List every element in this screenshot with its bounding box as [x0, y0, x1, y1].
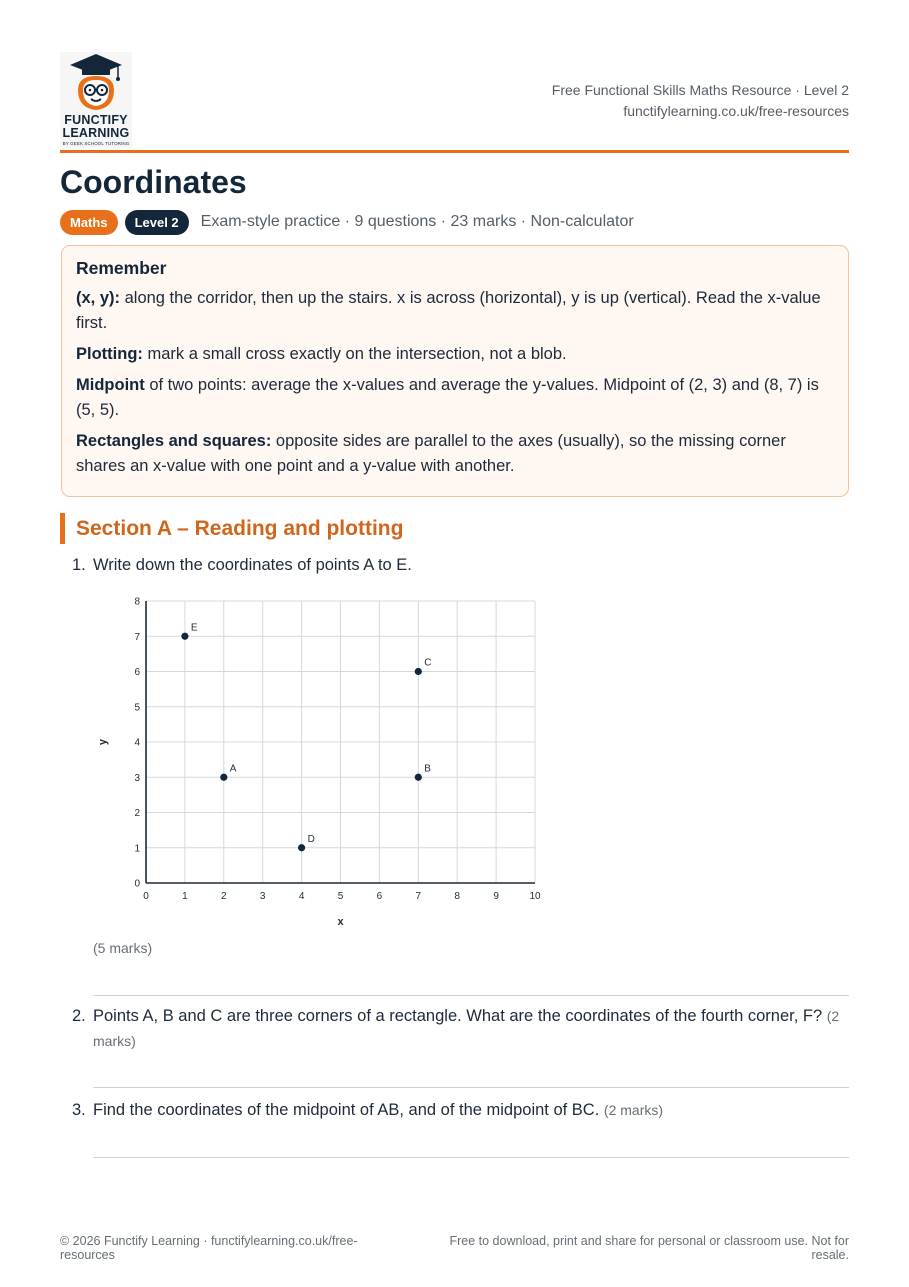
- page-title: Coordinates: [60, 164, 247, 200]
- y-tick-label: 1: [134, 843, 140, 855]
- footer-copyright: © 2026 Functify Learning · functifylearning.co.uk/free-resources: [60, 1234, 358, 1262]
- point-label: B: [424, 763, 431, 775]
- y-tick-label: 8: [134, 596, 140, 608]
- tag-row: [60, 209, 634, 235]
- x-tick-label: 2: [221, 891, 227, 902]
- question-marks: (2 marks): [603, 1102, 664, 1118]
- y-tick-label: 6: [134, 667, 140, 678]
- y-tick-label: 0: [134, 878, 140, 890]
- point-label: D: [307, 833, 315, 845]
- x-tick-label: 7: [415, 891, 422, 902]
- x-tick-label: 0: [143, 891, 149, 902]
- x-tick-label: 6: [376, 891, 383, 902]
- remember-item: Midpoint of two points: average the x-values and average the y-values. Midpoint of (2, 3) and (8, 7) is (5, 5).: [76, 376, 819, 419]
- remember-item: (x, y): along the corridor, then up the stairs. x is across (horizontal), y is up (vertical). Read the x-value first.: [76, 289, 821, 332]
- y-tick-label: 5: [134, 702, 140, 714]
- remember-box: [61, 245, 849, 497]
- header-info: [552, 80, 849, 122]
- y-tick-label: 4: [134, 737, 140, 749]
- x-tick-label: 9: [493, 891, 499, 902]
- coordinate-grid-chart: [93, 590, 553, 935]
- data-point: [220, 774, 227, 781]
- point-label: A: [229, 763, 237, 775]
- x-axis-label: x: [337, 916, 344, 928]
- y-tick-label: 2: [134, 808, 140, 819]
- resource-url[interactable]: functifylearning.co.uk/free-resources: [623, 103, 849, 119]
- logo-wordmark: FUNCTIFY LEARNING: [62, 113, 130, 140]
- answer-line[interactable]: [93, 1087, 849, 1088]
- remember-heading: Remember: [76, 258, 167, 278]
- section-a-heading: Section A – Reading and plotting: [60, 513, 403, 544]
- worksheet-meta: Exam-style practice · 9 questions · 23 marks · Non-calculator: [200, 213, 634, 230]
- question-text: Find the coordinates of the midpoint of AB, and of the midpoint of BC.: [93, 1101, 600, 1119]
- logo-tagline: BY GEEK SCHOOL TUTORING: [62, 141, 130, 146]
- x-tick-label: 5: [337, 891, 344, 902]
- question-text: Write down the coordinates of points A to E.: [93, 556, 412, 574]
- question-2: 2. Points A, B and C are three corners of a rectangle. What are the coordinates of the fourth corner, F? (2 marks): [72, 1007, 840, 1049]
- x-tick-label: 1: [182, 891, 188, 902]
- y-tick-label: 3: [134, 772, 140, 784]
- answer-line[interactable]: [93, 995, 849, 996]
- remember-item: Rectangles and squares: opposite sides are parallel to the axes (usually), so the missing corner shares an x-value with one point and a y-value with another.: [76, 432, 786, 475]
- footer-license: Free to download, print and share for personal or classroom use. Not for resale.: [449, 1234, 849, 1262]
- level-badge: Level 2: [125, 210, 189, 235]
- remember-item: Plotting: mark a small cross exactly on the intersection, not a blob.: [76, 345, 567, 363]
- x-tick-label: 8: [454, 891, 460, 902]
- header-divider: [60, 150, 849, 153]
- y-axis-label: y: [97, 738, 109, 746]
- resource-label: Free Functional Skills Maths Resource · Level 2: [551, 82, 849, 98]
- question-marks: (2 marks): [93, 1008, 840, 1049]
- y-tick-label: 7: [134, 631, 140, 643]
- question-1: 1. Write down the coordinates of points A to E.: [72, 556, 412, 574]
- data-point: [298, 844, 305, 851]
- data-point: [415, 774, 422, 781]
- data-point: [415, 668, 422, 675]
- x-tick-label: 10: [529, 891, 541, 902]
- point-label: C: [424, 657, 432, 669]
- x-tick-label: 3: [259, 891, 266, 902]
- question-3: 3. Find the coordinates of the midpoint of AB, and of the midpoint of BC. (2 marks): [72, 1101, 664, 1119]
- subject-badge: Maths: [60, 210, 118, 235]
- question-1-marks: (5 marks): [93, 940, 153, 956]
- point-label: E: [190, 622, 198, 634]
- x-tick-label: 4: [298, 891, 305, 902]
- question-text: Points A, B and C are three corners of a rectangle. What are the coordinates of the fourth corner, F?: [93, 1007, 823, 1025]
- answer-line[interactable]: [93, 1157, 849, 1158]
- data-point: [181, 633, 188, 640]
